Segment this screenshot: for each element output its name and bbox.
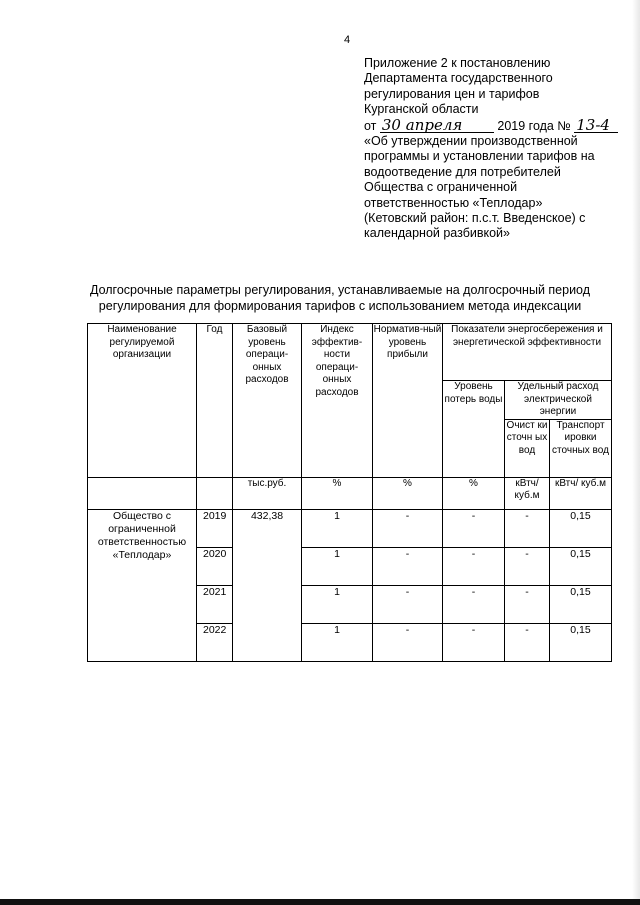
- cell-profit: -: [373, 623, 443, 661]
- header-losses: Уровень потерь воды: [443, 381, 505, 478]
- cell-losses: -: [443, 547, 505, 585]
- cell-index: 1: [302, 547, 373, 585]
- unit-transport: кВтч/ куб.м: [550, 477, 612, 509]
- cell-transport: 0,15: [550, 509, 612, 547]
- header-line: «Об утверждении производственной: [364, 134, 578, 149]
- unit-losses: %: [443, 477, 505, 509]
- header-line: Общества с ограниченной: [364, 180, 518, 195]
- organization-name: Общество с ограниченной ответственностью «Теплодар»: [88, 509, 197, 661]
- header-line: календарной разбивкой»: [364, 226, 510, 241]
- header-base: Базовый уровень операци-онных расходов: [233, 324, 302, 478]
- cell-index: 1: [302, 509, 373, 547]
- cell-losses: -: [443, 509, 505, 547]
- header-line: программы и установлении тарифов на: [364, 149, 595, 164]
- date-prefix: от: [364, 118, 377, 133]
- cell-treatment: -: [505, 509, 550, 547]
- cell-profit: -: [373, 585, 443, 623]
- header-line: регулирования цен и тарифов: [364, 86, 540, 101]
- unit-org: [88, 477, 197, 509]
- cell-year: 2020: [197, 547, 233, 585]
- header-year: Год: [197, 324, 233, 478]
- unit-year: [197, 477, 233, 509]
- header-line: Департамента государственного: [364, 71, 553, 86]
- header-energy: Показатели энергосбережения и энергетической эффективности: [443, 324, 612, 381]
- header-line: ответственностью «Теплодар»: [364, 195, 543, 210]
- parameters-table: [87, 323, 612, 662]
- table-row: [88, 509, 612, 547]
- cell-index: 1: [302, 585, 373, 623]
- cell-year: 2022: [197, 623, 233, 661]
- header-line: водоотведение для потребителей: [364, 164, 561, 179]
- unit-base: тыс.руб.: [233, 477, 302, 509]
- cell-losses: -: [443, 585, 505, 623]
- cell-profit: -: [373, 509, 443, 547]
- appendix-header: [364, 56, 626, 242]
- cell-year: 2021: [197, 585, 233, 623]
- header-index: Индекс эффектив-ности операци-онных расходов: [302, 324, 373, 478]
- page-number: 4: [344, 34, 351, 46]
- handwritten-number: 13-4: [574, 118, 618, 133]
- unit-profit: %: [373, 477, 443, 509]
- document-title: [70, 282, 610, 314]
- header-profit: Норматив-ный уровень прибыли: [373, 324, 443, 478]
- scan-bottom-edge: [0, 899, 640, 905]
- header-date-line: [364, 115, 626, 134]
- cell-transport: 0,15: [550, 547, 612, 585]
- unit-index: %: [302, 477, 373, 509]
- header-line: Курганской области: [364, 102, 479, 117]
- header-specific: Удельный расход электрической энергии: [505, 381, 612, 420]
- scan-edge-shadow: [632, 0, 640, 905]
- cell-year: 2019: [197, 509, 233, 547]
- year-text: 2019 года №: [497, 118, 571, 133]
- header-line: (Кетовский район: п.с.т. Введенское) с: [364, 211, 586, 226]
- cell-treatment: -: [505, 623, 550, 661]
- cell-losses: -: [443, 623, 505, 661]
- header-treatment: Очист ки сточн ых вод: [505, 419, 550, 477]
- cell-treatment: -: [505, 585, 550, 623]
- title-line: Долгосрочные параметры регулирования, устанавливаемые на долгосрочный период: [89, 283, 591, 297]
- base-value: 432,38: [233, 509, 302, 661]
- cell-index: 1: [302, 623, 373, 661]
- header-line: Приложение 2 к постановлению: [364, 56, 551, 70]
- title-line: регулирования для формирования тарифов с использованием метода индексации: [98, 299, 582, 313]
- header-transport: Транспорт ировки сточных вод: [550, 419, 612, 477]
- unit-treatment: кВтч/ куб.м: [505, 477, 550, 509]
- header-org: Наименование регулируемой организации: [88, 324, 197, 478]
- cell-treatment: -: [505, 547, 550, 585]
- cell-transport: 0,15: [550, 585, 612, 623]
- cell-transport: 0,15: [550, 623, 612, 661]
- handwritten-date: 30 апреля: [380, 118, 494, 133]
- cell-profit: -: [373, 547, 443, 585]
